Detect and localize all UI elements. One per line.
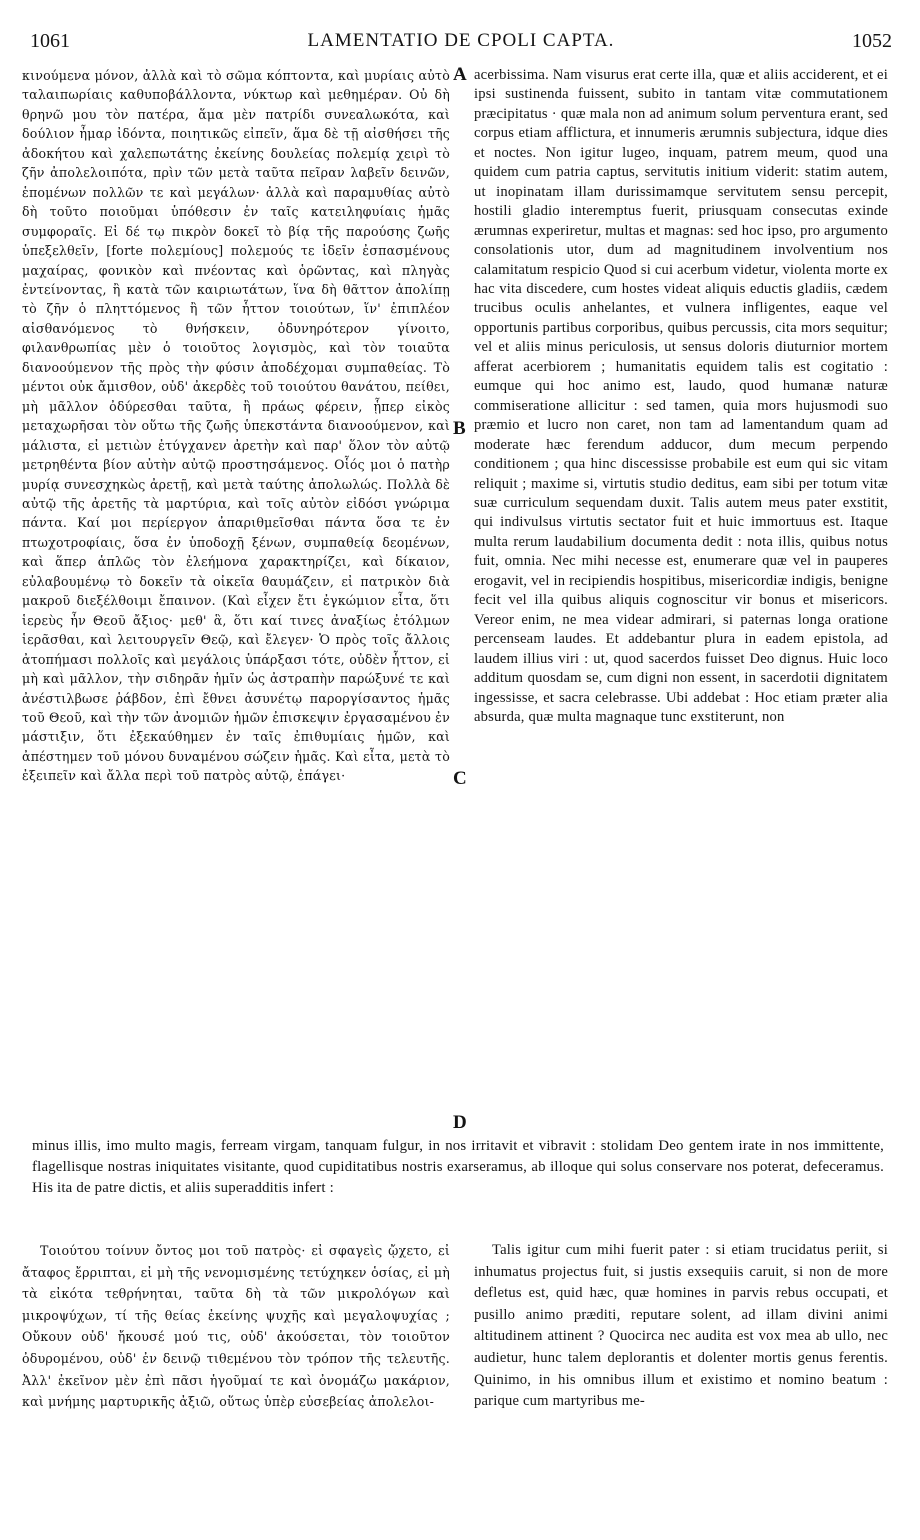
page-header (30, 30, 892, 56)
running-title: LAMENTATIO DE CPOLI CAPTA. (307, 30, 615, 51)
latin-text-top: acerbissima. Nam visurus erat certe illa, quæ et aliis acciderent, et ei ipsi sustinenda fuissent, subito in tantam vitæ commutationem præcipitatus · quæ mala non ad animum solum perventura erant, sed corpus etiam afflictura, et innumeris ærumnis subjectura, idque dies et noctes. Non igitur lugeo, inquam, patrem meum, quod una quidem cum patria captus, servitutis initium viderit: statim autem, ut inopinatam illam durissimamque servitutem sensu percepit, hostili gladio interemptus fuerit, priusquam consecutas exinde ærumnas experiretur, multas et magnas: sed hoc ipso, pro argumento consolationis utor, dum ad magnitudinem involventium nos calamitatum respicio Quod si cui acerbum videtur, violenta morte ex hac vita discedere, cum hostes videat aliquis eductis gladiis, cædem trucibus oculis anhelantes, et vulnera infligentes, eaque vel opportunis partibus corporibus, quibus percussis, cita mors sequitur; vel et aliis minus periculosis, ut sensus doloris diuturnior mortem afferat acerbiorem ; humanitatis equidem talis est cogitatio : eumque qui hoc animo est, laudo, quod humanæ naturæ commiseratione allicitur : sed tamen, quia mors hujusmodi suo præmio et lucro non caret, non tam ad lamentandum quam ad moderate hæc ferendum adducor, dum mecum perpendo conditionem ; qua hinc discessisse probabile est eum qui sic vitam reliquit ; maxime si, virtutis studio deditus, eam sibi per totum vitæ suæ curriculum sequendam duxit. Talis autem meus pater exstitit, qui indivulsus virtutis sectator fuit et huic immortuus est. Itaque multa rerum laudabilium documenta dedit : nota illis, quibus notus fuit, omnia. Nec mihi necesse est, enumerare quæ vel in pauperes erogavit, vel in recipiendis hospitibus, misericordiæ indigis, benigne fecit vel illa quibus aliquis cognoscitur vir bonus et misericors. Vereor enim, ne mea videar admirari, si paternas longa oratione percenseam laudes. Et addebantur plura in eadem epistola, ad laudem illius viri : ut, quod sacerdos fuisset Deo dignus. Huic loco additum quosdam se, cum digni non essent, in sacerdotii dignitatem ingessisse, et sacra celebrasse. Ubi addebat : Hoc etiam præter alia absurda, quæ multa magnaque tunc exstiterunt, non (474, 67, 889, 725)
page-number-right: 1052 (852, 30, 892, 52)
full-width-paragraph (32, 1136, 884, 1199)
page-number-left: 1061 (30, 30, 70, 52)
latin-text-bottom: Talis igitur cum mihi fuerit pater : si etiam trucidatus periit, si inhumatus projectus fuit, si justis exsequiis caruit, si non de more defletus est, quid hæc, quæ homines in parvis rebus occupati, et pusillo animo præditi, reputare solent, ad illam divini animi altitudinem attinent ? Quocirca nec audita est vox mea ab ullo, nec audietur, hunc talem deplorantis et dolenter mortis genus ferentis. Quinimo, in his omnibus illum et existimo et nomino beatum : parique cum martyribus me- (474, 1242, 888, 1410)
greek-column-top (22, 66, 450, 786)
full-width-text: minus illis, imo multo magis, ferream virgam, tanquam fulgur, in nos irritavit et vibravit : stolidam Deo gentem irate in nos immittente, flagellisque nostras iniquitates visitante, quod cupiditatibus nostris exarseramus, ab illoque qui solus conservare nos poterat, defeceramus. His ita de patre dictis, et aliis superadditis infert : (32, 1138, 884, 1196)
margin-marker-c: C (453, 768, 467, 789)
margin-marker-a: A (453, 64, 467, 85)
greek-text-top: κινούμενα μόνον, ἀλλὰ καὶ τὸ σῶμα κόπτοντα, καὶ μυρίαις αὐτὸ ταλαιπωρίαις καθυποβάλλοντα, νύκτωρ καὶ μεθημέραν. Οὐ δὴ θρηνῶ μου τὸν πατέρα, ἅμα μὲν πατρίδι συνεαλωκότα, καὶ δούλιον ἦμαρ ἰδόντα, ποιητικῶς εἰπεῖν, ἅμα δὲ τῇ αἰσθήσει τῆς ἀδοκήτου καὶ χαλεπωτάτης ἐκείνης δουλείας πολεμίᾳ χειρὶ τὸ ζῆν ἀπολελοιπότα, πρὶν τῶν μετὰ ταῦτα πεῖραν λαβεῖν δεινῶν, ἑπομένων πολλῶν τε καὶ μεγάλων· ἀλλὰ καὶ παραμυθίας αὐτὸ δὴ τοῦτο ποιοῦμαι ὑπόθεσιν ἐν ταῖς κατειληφυίαις ἡμᾶς συμφοραῖς. Εἰ δέ τῳ πικρὸν δοκεῖ τὸ βίᾳ τῆς παρούσης ζωῆς ὑπεξελθεῖν, [forte πολεμίους] πολεμούς τε ἰδεῖν ἐσπασμένους μαχαίρας, φονικὸν καὶ πνέοντας καὶ ὁρῶντας, καὶ πληγὰς ἐντείνοντας, ἢ κατὰ τῶν καιριωτάτων, ἵνα δὴ θᾶττον ἀπολίπῃ τὸ ζῆν ὁ πληττόμενος ἢ τῶν ἧττον τοιούτων, ἵν' ἐπιπλέον αἰσθανόμενος τὸ θνήσκειν, ὀδυνηρότερον γίνοιτο, φιλανθρωπίας μὲν ὁ τοιοῦτος λογισμὸς, καὶ τὸν τοιαῦτα διανοούμενον τῆς πρὸς τὴν φύσιν ἀποδέχομαι συμπαθείας. Τὸ μέντοι οὐκ ἄμισθον, οὐδ' ἀκερδὲς τοῦ τοιούτου θανάτου, πείθει, μὴ μᾶλλον ὀδύρεσθαι ταῦτα, ἢ πράως φέρειν, ᾗπερ εἰκὸς μεταχωρῆσαι τὸν οὕτω τῆς ζωῆς ὑπεκστάντα διανοούμενον, καὶ μάλιστα, εἰ μετιὼν ἐτύγχανεν ἀρετὴν καὶ παρ' ὅλον τὸν αὐτῷ μετρηθέντα βίον αὐτὴν αὐτῷ προστησάμενος. Οἷός μοι ὁ πατὴρ μυρίᾳ συνεσχηκὼς ἀρετῇ, καὶ μετὰ ταύτης ἀπολωλώς. Πολλὰ δὲ αὐτῷ τῆς ἀρετῆς τὰ μαρτύρια, καὶ τοῖς αὐτὸν εἰδόσι γνώριμα πάντα. Καί μοι περίεργον ἀπαριθμεῖσθαι πάντα ὅσα τε ἐν πτωχοτροφίαις, ὅσα ἐν ὑποδοχῇ ξένων, συμπαθείᾳ δεομένων, καὶ ἅπερ ἁπλῶς τὸν ἐλεήμονα χαρακτηρίζει, καὶ δίκαιον, εὐλαβουμένῳ τὸ δοκεῖν τὰ οἰκεῖα θαυμάζειν, εἰ πατρικὸν διὰ μακροῦ διεξέλθοιμι ἔπαινον. (Καὶ εἶχεν ἔτι ἐγκώμιον εἶτα, ὅτι ἱερεὺς ἦν Θεοῦ ἄξιος· μεθ' ἃ, ὅτι καί τινες ἀναξίως ἐτόλμων ἱερᾶσθαι, καὶ λειτουργεῖν Θεῷ, καὶ ἔλεγεν· Ὁ πρὸς τοῖς ἄλλοις ἀτοπήμασι πολλοῖς καὶ μεγάλοις ὑπάρξασι τότε, οὐδὲν ἧττον, εἰ μὴ καὶ μᾶλλον, τὴν σιδηρᾶν ἡμῖν ὡς ἀστραπὴν παρώξυνέ τε καὶ ἀνέστιλβωσε ῥάβδον, ἐπὶ ἔθνει ἀσυνέτῳ παροργίσαντος ἡμᾶς τοῦ Θεοῦ, καὶ τὴν τῶν ἀνομιῶν ἡμῶν ἐπισκεψιν ἐργασαμένου ἐν μάστιξιν, ὅτι ἐξεκαύθημεν ἐν ταῖς ἐπιθυμίαις ἡμῶν, καὶ ἀπέστημεν τοῦ μόνου δυναμένου σώζειν ἡμᾶς. Καὶ εἶτα, μετὰ τὸ ἐξειπεῖν καὶ ἄλλα περὶ τοῦ πατρὸς αὐτῷ, ἐπάγει· (22, 68, 450, 784)
margin-marker-d: D (453, 1112, 467, 1133)
greek-text-bottom: Τοιούτου τοίνυν ὄντος μοι τοῦ πατρὸς· εἰ σφαγεὶς ᾤχετο, εἰ ἄταφος ἔρριπται, εἰ μὴ τῆς νενομισμένης τετύχηκεν ὁσίας, εἰ μὴ τὰ εἰκότα τεθρήνηται, ταῦτα δὴ τὰ τῶν μικρολόγων καὶ μικροψύχων, τί τῆς θείας ἐκείνης ψυχῆς καὶ μεγαλοψυχίας ; Οὔκουν οὐδ' ἤκουσέ μού τις, οὐδ' ἀκούσεται, τὸν τοιοῦτον ὀδυρομένου, οὐδ' ἐν δεινῷ τιθεμένου τὸν τρόπον τῆς τελευτῆς. Ἀλλ' ἐκεῖνον μὲν ἐπὶ πᾶσι ἡγοῦμαί τε καὶ ὀνομάζω μακάριον, καὶ μνήμης μαρτυρικῆς ἀξιῶ, οὕτως ὑπὲρ εὐσεβείας ἀπολελοι- (22, 1243, 450, 1410)
greek-column-bottom (22, 1240, 450, 1413)
latin-column-top (474, 66, 888, 727)
latin-column-bottom (474, 1240, 888, 1413)
margin-marker-b: B (453, 418, 466, 439)
